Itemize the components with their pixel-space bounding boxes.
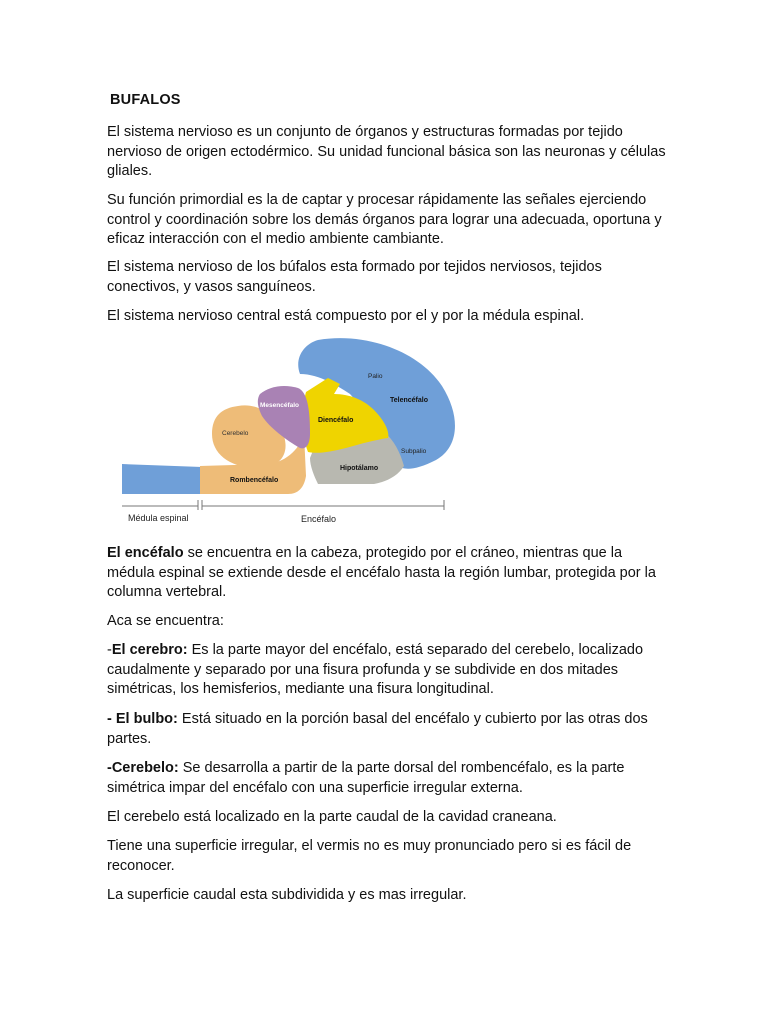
paragraph-cerebelo-location: El cerebelo está localizado en la parte caudal de la cavidad craneana. xyxy=(107,809,557,825)
term-encefalo: El encéfalo xyxy=(107,545,184,561)
label-mesencefalo: Mesencéfalo xyxy=(260,402,300,409)
paragraph-tissues: El sistema nervioso de los búfalos esta formado por tejidos nerviosos, tejidos conectivos, y vasos sanguíneos. xyxy=(107,259,602,295)
term-bulbo: - El bulbo: xyxy=(107,711,178,727)
label-subpalio: Subpalio xyxy=(401,448,427,455)
paragraph-cerebelo: -Cerebelo: Se desarrolla a partir de la parte dorsal del rombencéfalo, es la parte simétrica impar del encéfalo con una superficie irregular externa. xyxy=(107,760,625,796)
brain-diagram xyxy=(118,336,458,530)
term-cerebelo: -Cerebelo: xyxy=(107,760,179,776)
label-diencefalo: Diencéfalo xyxy=(318,417,354,424)
paragraph-cerebro: -El cerebro: Es la parte mayor del encéfalo, está separado del cerebelo, localizado caudalmente y separado por una fisura profunda y se subdivide en dos mitades simétricas, los hemisferios, mediante una fisura longitudinal. xyxy=(107,642,644,698)
label-hipotalamo: Hipotálamo xyxy=(340,465,379,472)
paragraph-surface: Tiene una superficie irregular, el vermis no es muy pronunciado pero si es fácil de reconocer. xyxy=(107,838,632,874)
paragraph-list-intro: Aca se encuentra: xyxy=(107,613,224,629)
label-cerebelo: Cerebelo xyxy=(222,430,249,437)
document-title: BUFALOS xyxy=(110,92,181,108)
label-palio: Palio xyxy=(368,373,383,380)
paragraph-caudal: La superficie caudal esta subdividida y es mas irregular. xyxy=(107,887,467,903)
term-cerebro: El cerebro: xyxy=(111,642,188,658)
paragraph-bulbo: - El bulbo: Está situado en la porción basal del encéfalo y cubierto por las otras dos partes. xyxy=(107,711,648,747)
paragraph-intro: El sistema nervioso es un conjunto de órganos y estructuras formadas por tejido nervioso de origen ectodérmico. Su unidad funcional básica son las neuronas y células gliales. xyxy=(107,124,666,180)
paragraph-function: Su función primordial es la de captar y procesar rápidamente las señales ejerciendo control y coordinación sobre los demás órganos para lograr una adecuada, oportuna y eficaz interacción con el medio ambiente cambiante. xyxy=(107,192,662,248)
label-telencefalo: Telencéfalo xyxy=(390,397,428,404)
paragraph-central-system: El sistema nervioso central está compuesto por el y por la médula espinal. xyxy=(107,308,585,324)
label-rombencefalo: Rombencéfalo xyxy=(230,477,279,484)
label-medula: Médula espinal xyxy=(128,513,189,523)
paragraph-encefalo: El encéfalo se encuentra en la cabeza, protegido por el cráneo, mientras que la médula espinal se extiende desde el encéfalo hasta la región lumbar, protegida por la columna vertebral. xyxy=(107,545,656,601)
medula-shape xyxy=(122,464,202,494)
label-encefalo: Encéfalo xyxy=(301,514,337,524)
